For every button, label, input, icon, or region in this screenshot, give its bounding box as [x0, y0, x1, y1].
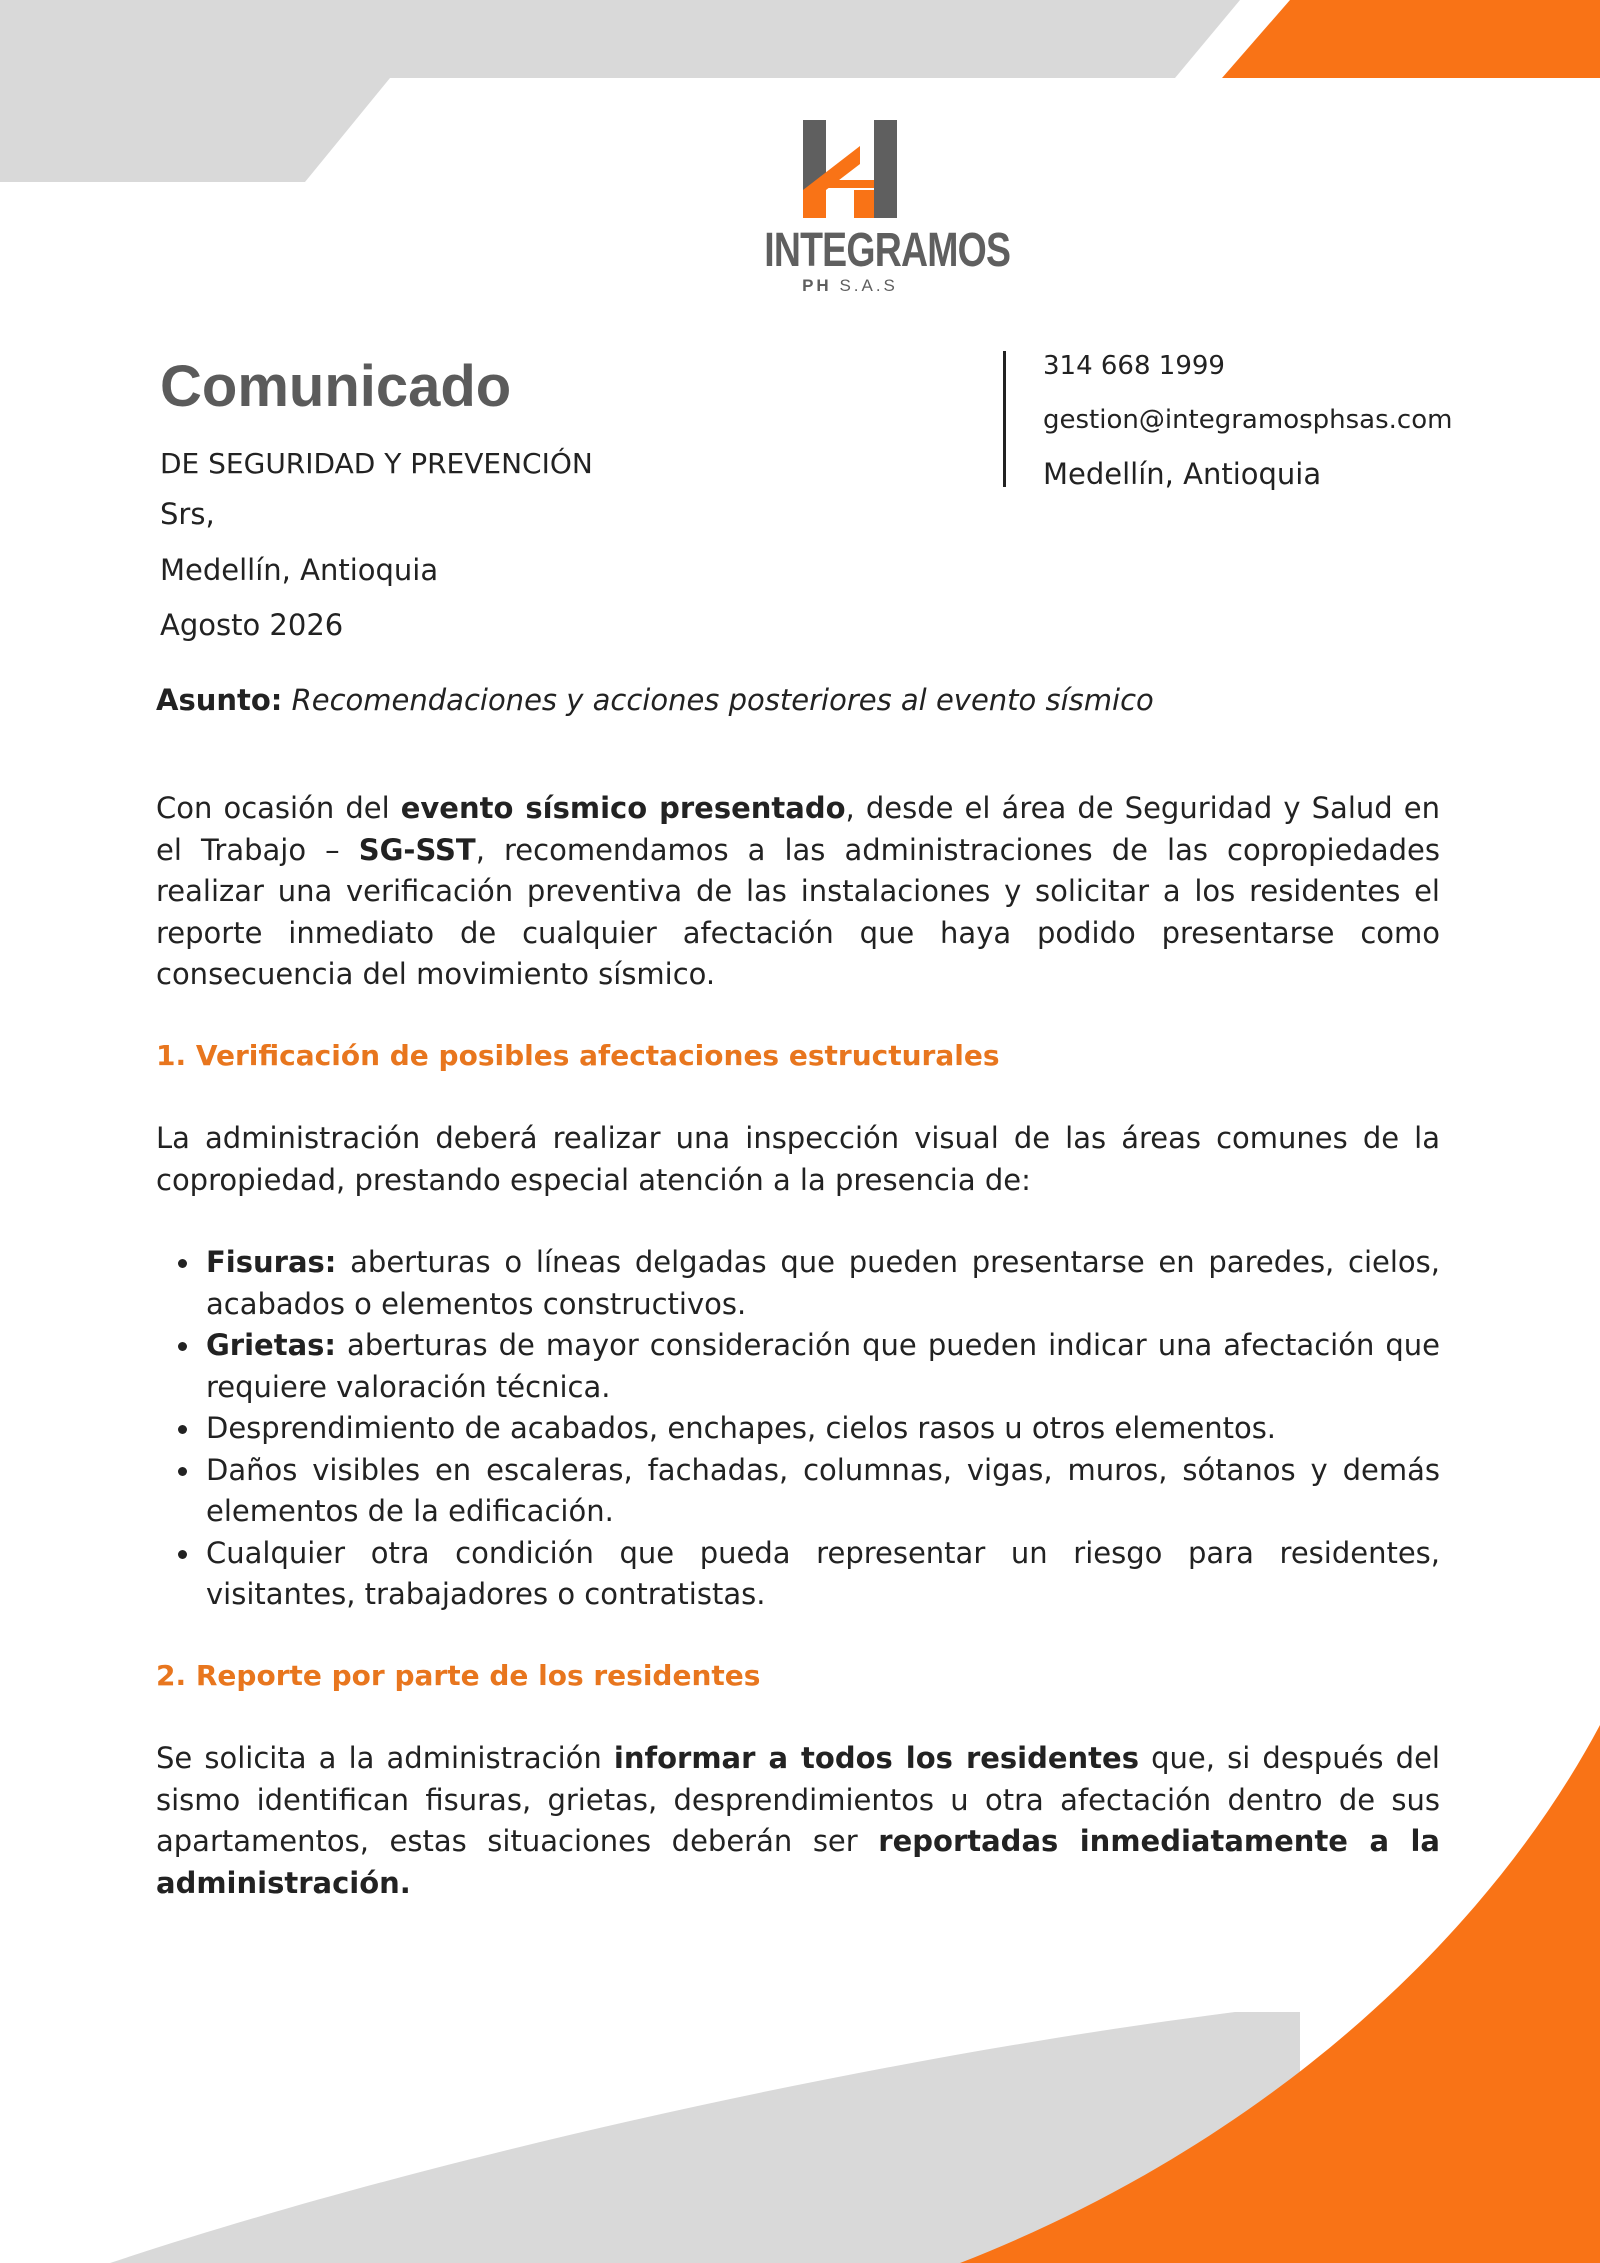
list-item: Fisuras: aberturas o líneas delgadas que pueden presentarse en paredes, cielos, acabados o elementos constructivos.: [156, 1242, 1440, 1325]
house-logo-icon: [802, 118, 898, 220]
list-item: Grietas: aberturas de mayor consideración que pueden indicar una afectación que requiere valoración técnica.: [156, 1325, 1440, 1408]
list-item: Cualquier otra condición que pueda representar un riesgo para residentes, visitantes, trabajadores o contratistas.: [156, 1533, 1440, 1616]
recipient: Srs,: [160, 497, 215, 531]
contact-divider: [1003, 351, 1006, 487]
section-1-heading: 1. Verificación de posibles afectaciones estructurales: [156, 1039, 1000, 1072]
affectations-list: [156, 1242, 1440, 1616]
document-subtitle: DE SEGURIDAD Y PREVENCIÓN: [160, 447, 593, 480]
section-2-heading: 2. Reporte por parte de los residentes: [156, 1659, 761, 1692]
company-logo: [740, 118, 1011, 298]
contact-phone: 314 668 1999: [1043, 351, 1225, 381]
list-item: Daños visibles en escaleras, fachadas, columnas, vigas, muros, sótanos y demás elementos de la edificación.: [156, 1450, 1440, 1533]
contact-location: Medellín, Antioquia: [1043, 457, 1322, 491]
date: Agosto 2026: [160, 608, 344, 642]
document-title: Comunicado: [160, 354, 512, 419]
subject-label: Asunto:: [156, 683, 283, 717]
subject-text: Recomendaciones y acciones posteriores al evento sísmico: [291, 683, 1154, 717]
logo-wordmark: INTEGRAMOS: [764, 224, 1011, 277]
subject-line: [156, 680, 1154, 720]
logo-subtext: PH S.A.S: [802, 276, 898, 295]
section-1-paragraph: La administración deberá realizar una inspección visual de las áreas comunes de la copropiedad, prestando especial atención a la presencia de:: [156, 1121, 1440, 1197]
intro-paragraph: Con ocasión del evento sísmico presentado, desde el área de Seguridad y Salud en el Trabajo – SG-SST, recomendamos a las administraciones de las copropiedades realizar una verificación preventiva de las instalaciones y solicitar a los residentes el reporte inmediato de cualquier afectación que haya podido presentarse como consecuencia del movimiento sísmico.: [156, 791, 1440, 991]
list-item: Desprendimiento de acabados, enchapes, cielos rasos u otros elementos.: [156, 1408, 1440, 1450]
section-2-paragraph: Se solicita a la administración informar a todos los residentes que, si después del sismo identifican fisuras, grietas, desprendimientos u otra afectación dentro de sus apartamentos, estas situaciones deberán ser reportadas inmediatamente a la administración.: [156, 1741, 1440, 1900]
contact-email: gestion@integramosphsas.com: [1043, 405, 1453, 435]
city: Medellín, Antioquia: [160, 553, 439, 587]
